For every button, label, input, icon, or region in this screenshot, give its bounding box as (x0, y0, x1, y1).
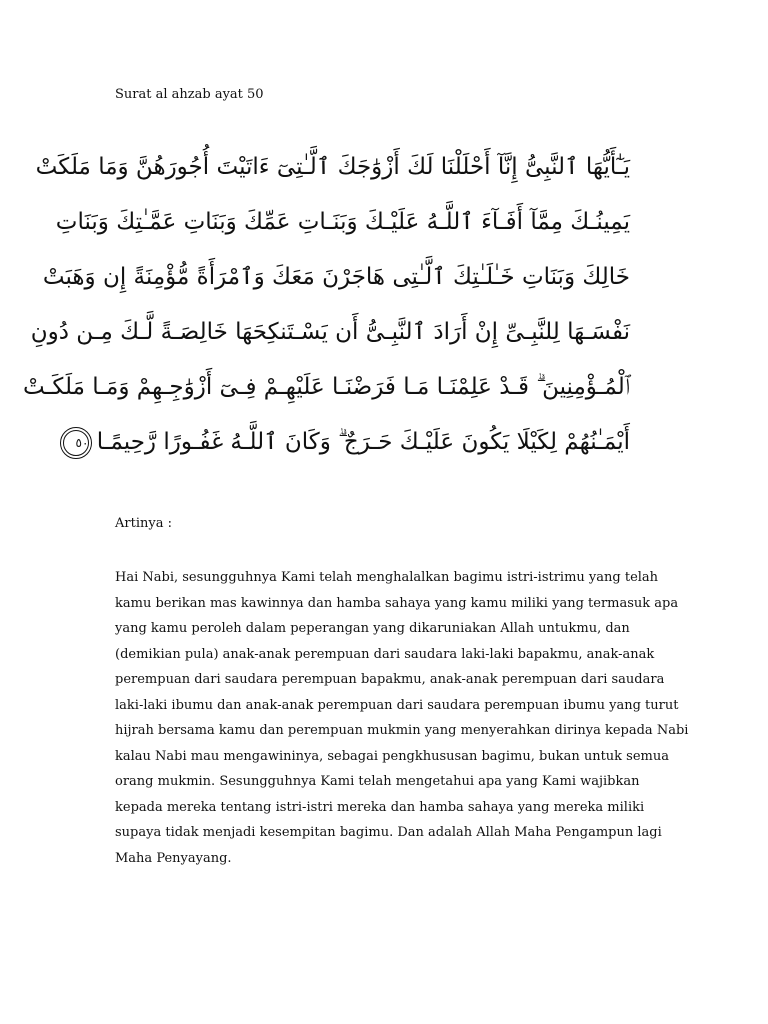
arabic-verse-line-6 (75, 415, 630, 470)
arabic-verse-line-3: خَالِكَ وَبَنَاتِ خَـٰلَـٰتِكَ ٱلَّـٰتِى هَاجَرْنَ مَعَكَ وَٱمْرَأَةً مُّؤْمِنَةً إِن وَهَبَتْ (42, 264, 630, 290)
arabic-verse-line-1: يَـٰٓأَيُّهَا ٱلنَّبِىُّ إِنَّآ أَحْلَلْنَا لَكَ أَزْوَٰجَكَ ٱلَّـٰتِىٓ ءَاتَيْتَ أُجُورَهُنَّ وَمَا مَلَكَتْ (35, 154, 630, 180)
arabic-verse-block (23, 140, 630, 470)
translation-line: kepada mereka tentang istri-istri mereka dan hamba sahaya yang mereka miliki (115, 799, 645, 815)
ayah-number-marker: ٥٠ (63, 430, 89, 456)
translation-line: yang kamu peroleh dalam peperangan yang dikaruniakan Allah untukmu, dan (115, 621, 630, 636)
translation-heading: Artinya : (115, 516, 172, 531)
translation-line: orang mukmin. Sesungguhnya Kami telah mengetahui apa yang Kami wajibkan (115, 774, 640, 789)
translation-paragraph (115, 565, 689, 871)
translation-line: Maha Penyayang. (115, 850, 232, 866)
arabic-verse-line-4: نَفْسَـهَا لِلنَّبِـىِّ إِنْ أَرَادَ ٱلنَّبِـىُّ أَن يَسْـتَنكِحَهَا خَالِصَـةً لَّـكَ مِـن دُونِ (30, 319, 630, 345)
translation-line: laki-laki ibumu dan anak-anak perempuan dari saudara perempuan ibumu yang turut (115, 697, 679, 713)
translation-line: hijrah bersama kamu dan perempuan mukmin yang menyerahkan dirinya kepada Nabi (115, 723, 689, 738)
translation-line: perempuan dari saudara perempuan bapakmu, anak-anak perempuan dari saudara (115, 672, 665, 687)
translation-line: Hai Nabi, sesungguhnya Kami telah menghalalkan bagimu istri-istrimu yang telah (115, 570, 659, 585)
translation-line: kalau Nabi mau mengawininya, sebagai pengkhususan bagimu, bukan untuk semua (115, 748, 669, 764)
translation-line: supaya tidak menjadi kesempitan bagimu. Dan adalah Allah Maha Pengampun lagi (115, 825, 662, 840)
translation-line: (demikian pula) anak-anak perempuan dari saudara laki-laki bapakmu, anak-anak (115, 646, 655, 662)
translation-line: kamu berikan mas kawinnya dan hamba sahaya yang kamu miliki yang termasuk apa (115, 595, 679, 611)
document-title: Surat al ahzab ayat 50 (115, 87, 264, 102)
arabic-verse-line-6-text: أَيْمَـٰنُهُمْ لِكَيْلَا يَكُونَ عَلَيْـكَ حَـرَجٌ ۗ وَكَانَ ٱللَّـهُ غَفُـورًا رَّحِيمًـا (96, 429, 630, 455)
arabic-verse-line-5: ٱلْمُـؤْمِنِينَ ۗ قَـدْ عَلِمْنَـا مَـا فَرَضْنَـا عَلَيْهِـمْ فِـىٓ أَزْوَٰجِـهِمْ وَمَـا مَلَكَـتْ (23, 374, 630, 400)
arabic-verse-line-2: يَمِينُـكَ مِمَّآ أَفَـآءَ ٱللَّـهُ عَلَيْـكَ وَبَنَـاتِ عَمِّكَ وَبَنَاتِ عَمَّـٰتِكَ وَبَنَاتِ (55, 209, 630, 235)
